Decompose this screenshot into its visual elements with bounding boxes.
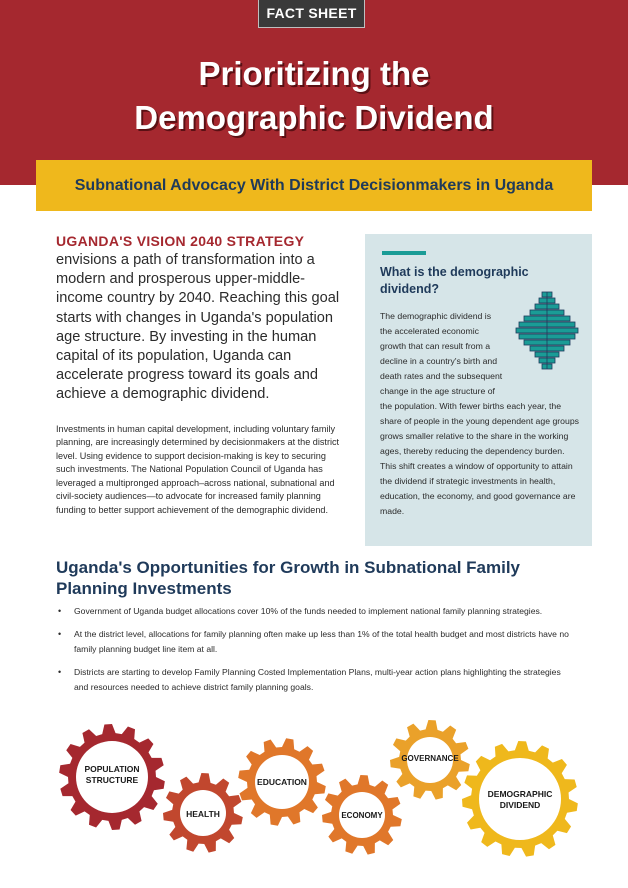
list-item: • Government of Uganda budget allocations cover 10% of the funds needed to implement national family planning strategies. (58, 606, 543, 616)
list-item: • At the district level, allocations for family planning often make up less than 1% of the total health budget and most districts have no family planning budget line item at all. (58, 628, 569, 654)
title-line-2: Demographic Dividend (134, 99, 494, 136)
sidebar-heading: What is the demographic dividend? (380, 265, 529, 296)
vision-heading: UGANDA'S VISION 2040 STRATEGY (56, 233, 305, 249)
gear-label-education: EDUCATION (257, 777, 307, 787)
gear-demographic-dividend-center (479, 758, 561, 840)
list-item: • Districts are starting to develop Family Planning Costed Implementation Plans, multi-year action plans highlighting the strategies and resources needed to achieve district family planning goals. (58, 666, 561, 692)
growth-heading: Uganda's Opportunities for Growth in Subnational Family Planning Investments (56, 558, 521, 598)
gear-label-health: HEALTH (186, 809, 220, 819)
vision-section (56, 232, 346, 517)
sidebar-text-wrap (380, 309, 580, 519)
demographic-dividend-sidebar (365, 234, 592, 546)
sidebar-text: The demographic dividend is the accelerated economic growth that can result from a decline in a country's birth and death rates and the subsequent change in the age structure of the population. With fewer births each year, the share of people in the young dependent age groups grows smaller relative to the share in the working ages, thereby reducing the dependency burden. This shift creates a window of opportunity to attain the dividend if strategic investments in health, education, the economy, and good governance are made. (380, 311, 580, 516)
gear-label-governance: GOVERNANCE (401, 754, 459, 763)
vision-lead: envisions a path of transformation into a modern and prosperous upper-middle-income country by 2040. Reaching this goal starts with changes in Uganda's population age structure. By investing in the human capital of its population, Uganda can accelerate progress toward its goals and achieve a demographic dividend. (56, 252, 340, 403)
vision-body: Investments in human capital development, including voluntary family planning, are increasingly determined by decisionmakers at the district level. Using evidence to support decision-making is key to securing such investments. The National Population Council of Uganda has leveraged a multipronged approach–across national, subnational and civil-society audiences—to advocate for increased family planning funding to better support achievement of the demographic dividend. (56, 423, 340, 515)
gear-label-structure: STRUCTURE (85, 775, 139, 785)
gear-label-dividend: DIVIDEND (499, 800, 541, 810)
gear-label-demographic: DEMOGRAPHIC (487, 789, 553, 799)
page-title (0, 52, 628, 140)
gears-graphic (0, 715, 628, 888)
fact-sheet-badge: FACT SHEET (258, 0, 365, 28)
gear-label-population: POPULATION (84, 764, 140, 774)
subtitle-bar (36, 160, 592, 211)
subtitle: Subnational Advocacy With District Decisionmakers in Uganda (74, 176, 554, 194)
sidebar-accent-rule (382, 251, 426, 255)
gear-label-economy: ECONOMY (341, 811, 383, 820)
growth-bullet-list (56, 604, 576, 703)
title-line-1: Prioritizing the (198, 55, 430, 92)
